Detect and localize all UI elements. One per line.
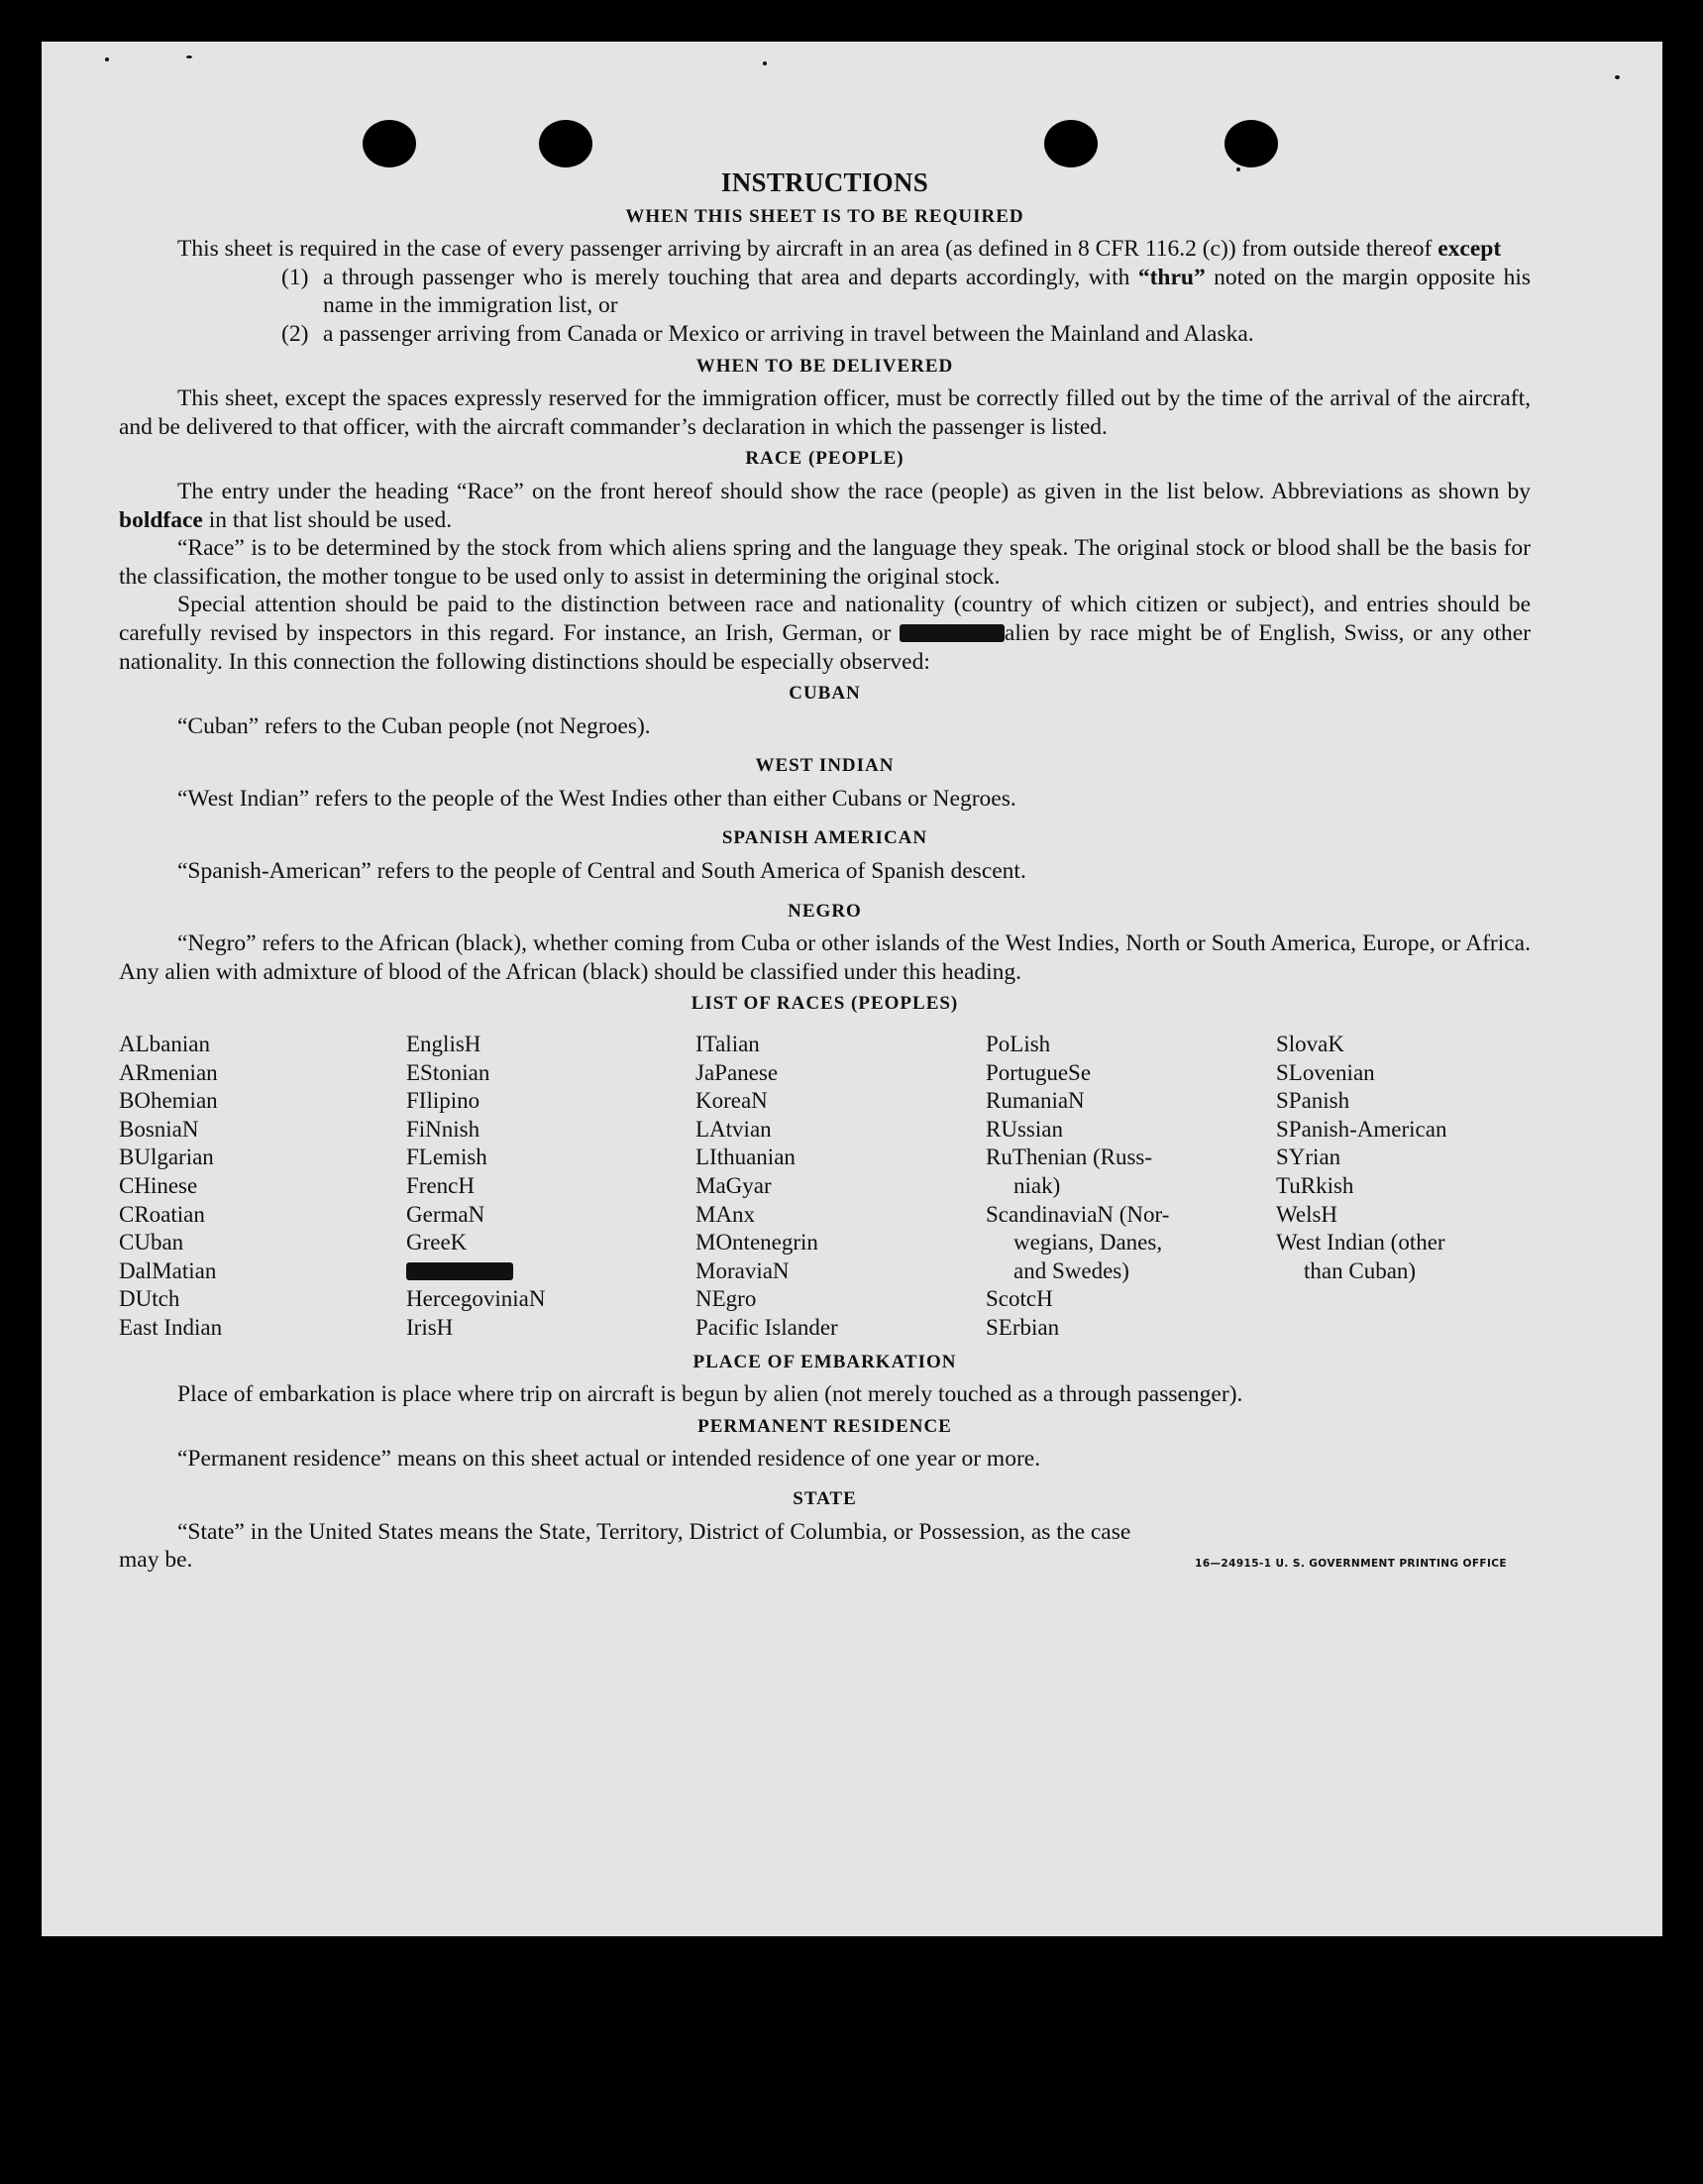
section-heading: WEST INDIAN — [755, 755, 895, 777]
race-item: EnglisH — [406, 1032, 481, 1057]
race-item: West Indian (other — [1276, 1230, 1445, 1256]
section-heading: RACE (PEOPLE) — [745, 448, 905, 470]
race-item: FrencH — [406, 1173, 475, 1198]
race-item: HercegoviniaN — [406, 1286, 546, 1312]
race-item: SYrian — [1276, 1145, 1341, 1170]
race-item: ScotcH — [986, 1286, 1053, 1312]
paragraph: This sheet, except the spaces expressly reserved for the immigration officer, must be correctly filled out by the time of the arrival of the aircraft, and be delivered to that officer, with the aircraft commander’s declaration in which the passenger is listed. — [119, 385, 1531, 440]
race-item: MOntenegrin — [695, 1230, 818, 1256]
paragraph: “Negro” refers to the African (black), whether coming from Cuba or other islands of the West Indies, North or South America, Europe, or Africa. Any alien with admixture of blood of the African (black) should be classified under this heading. — [119, 930, 1531, 985]
race-item: RumaniaN — [986, 1088, 1085, 1114]
instructions-body — [119, 168, 1531, 1579]
race-item: ALbanian — [119, 1032, 210, 1057]
section-heading: STATE — [793, 1487, 857, 1509]
race-item: East Indian — [119, 1314, 223, 1340]
race-column — [986, 1031, 1276, 1343]
redaction-mark — [900, 624, 1005, 642]
race-item: SPanish — [1276, 1088, 1350, 1114]
section-heading: LIST OF RACES (PEOPLES) — [691, 993, 959, 1015]
race-item: MAnx — [695, 1201, 756, 1227]
paragraph: “Permanent residence” means on this sheet actual or intended residence of one year or more. — [177, 1446, 1041, 1473]
section-heading: WHEN TO BE DELIVERED — [695, 355, 954, 377]
race-item: FiNnish — [406, 1116, 480, 1142]
race-item: NEgro — [695, 1286, 757, 1312]
race-item: TuRkish — [1276, 1173, 1354, 1198]
race-item: GreeK — [406, 1230, 468, 1256]
race-item: SErbian — [986, 1314, 1060, 1340]
race-item: WelsH — [1276, 1201, 1338, 1227]
section-heading: PERMANENT RESIDENCE — [697, 1415, 952, 1437]
race-item: FLemish — [406, 1145, 487, 1170]
race-item: IrisH — [406, 1314, 454, 1340]
section-heading: SPANISH AMERICAN — [721, 827, 928, 849]
footer-row — [119, 1546, 1531, 1579]
paragraph: The entry under the heading “Race” on the front hereof should show the race (people) as given in the list below. Abbreviations as shown by boldface in that list should be used. — [119, 478, 1531, 533]
race-item: than Cuban) — [1304, 1257, 1417, 1283]
race-item: JaPanese — [695, 1059, 779, 1085]
race-item: BosniaN — [119, 1116, 199, 1142]
race-item: CRoatian — [119, 1201, 205, 1227]
page-title: INSTRUCTIONS — [720, 167, 929, 197]
printer-imprint: 16—24915-1 U. S. GOVERNMENT PRINTING OFFICE — [1195, 1558, 1507, 1571]
race-item: MoraviaN — [695, 1257, 790, 1283]
race-item-redacted — [406, 1257, 695, 1286]
dust-speck — [763, 61, 767, 65]
race-item: LIthuanian — [695, 1145, 796, 1170]
paragraph: “West Indian” refers to the people of the West Indies other than either Cubans or Negroes. — [177, 785, 1016, 812]
punch-hole — [539, 120, 592, 167]
list-item: (2) a passenger arriving from Canada or Mexico or arriving in travel between the Mainland and Alaska. — [281, 320, 1254, 347]
dust-speck — [105, 57, 109, 61]
race-item: wegians, Danes, — [1013, 1230, 1163, 1256]
section-heading: CUBAN — [789, 683, 861, 705]
race-item: RUssian — [986, 1116, 1063, 1142]
punch-hole — [363, 120, 416, 167]
paragraph: This sheet is required in the case of every passenger arriving by aircraft in an area (as defined in 8 CFR 116.2 (c)) from outside thereof except — [177, 236, 1502, 263]
race-item: EStonian — [406, 1059, 490, 1085]
race-item: BUlgarian — [119, 1145, 214, 1170]
punch-hole — [1044, 120, 1098, 167]
race-item: Pacific Islander — [695, 1314, 838, 1340]
race-item: CHinese — [119, 1173, 198, 1198]
list-item: (1) a through passenger who is merely touching that area and departs accordingly, with “thru” noted on the margin opposite his name in the immigration list, or — [281, 264, 1532, 319]
race-item: DalMatian — [119, 1257, 217, 1283]
race-item: niak) — [1013, 1173, 1061, 1198]
race-item: ARmenian — [119, 1059, 218, 1085]
race-item: ITalian — [695, 1032, 760, 1057]
paragraph: “Cuban” refers to the Cuban people (not Negroes). — [177, 712, 651, 739]
race-item: and Swedes) — [1013, 1257, 1129, 1283]
race-item: SPanish-American — [1276, 1116, 1447, 1142]
section-heading: WHEN THIS SHEET IS TO BE REQUIRED — [625, 205, 1024, 227]
race-item: LAtvian — [695, 1116, 772, 1142]
dust-speck — [186, 55, 192, 58]
race-item: CUban — [119, 1230, 184, 1256]
race-item: PoLish — [986, 1032, 1051, 1057]
paragraph-end: may be. — [119, 1547, 193, 1574]
paragraph: Special attention should be paid to the distinction between race and nationality (country of which citizen or subject), and entries should be carefully revised by inspectors in this regard. For instance, an Irish, German, or alien by race might be of English, Swiss, or any other nationality. In this connection the following distinctions should be especially observed: — [119, 592, 1531, 675]
section-heading: NEGRO — [788, 900, 862, 922]
race-item: FIlipino — [406, 1088, 480, 1114]
race-item: SlovaK — [1276, 1032, 1344, 1057]
paragraph: “Race” is to be determined by the stock from which aliens spring and the language they speak. The original stock or blood shall be the basis for the classification, the mother tongue to be used only to assist in determining the original stock. — [119, 535, 1531, 590]
dust-speck — [1615, 75, 1620, 79]
race-item: KoreaN — [695, 1088, 768, 1114]
race-column — [695, 1031, 986, 1343]
document-sheet — [42, 42, 1662, 1936]
paragraph: “Spanish-American” refers to the people of Central and South America of Spanish descent. — [177, 858, 1026, 885]
paragraph: Place of embarkation is place where trip on aircraft is begun by alien (not merely touched as a through passenger). — [177, 1381, 1243, 1408]
race-item: MaGyar — [695, 1173, 772, 1198]
race-item: GermaN — [406, 1201, 485, 1227]
race-item: PortugueSe — [986, 1059, 1092, 1085]
race-item: RuThenian (Russ- — [986, 1145, 1153, 1170]
redaction-mark — [406, 1262, 513, 1280]
race-column — [119, 1031, 406, 1343]
race-item: ScandinaviaN (Nor- — [986, 1201, 1170, 1227]
race-list — [119, 1031, 1531, 1343]
race-item: BOhemian — [119, 1088, 218, 1114]
race-item: SLovenian — [1276, 1059, 1375, 1085]
punch-hole — [1224, 120, 1278, 167]
race-item: DUtch — [119, 1286, 180, 1312]
paragraph: “State” in the United States means the State, Territory, District of Columbia, or Possession, as the case — [177, 1518, 1131, 1545]
race-column — [1276, 1031, 1531, 1343]
race-column — [406, 1031, 695, 1343]
section-heading: PLACE OF EMBARKATION — [692, 1351, 957, 1372]
